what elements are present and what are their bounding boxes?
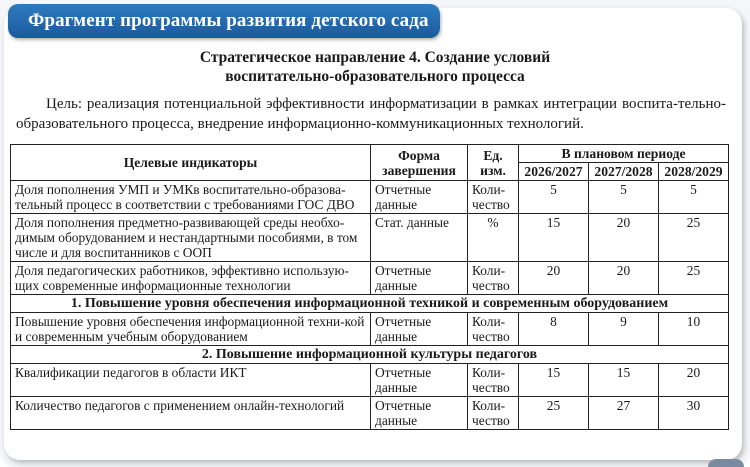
value-cell: 5 (589, 181, 659, 214)
form-cell: Отчетные данные (371, 262, 468, 295)
table-row (11, 181, 729, 214)
header-year: 2026/2027 (519, 163, 589, 181)
value-cell: 30 (659, 397, 729, 430)
value-cell: 25 (519, 397, 589, 430)
form-cell: Отчетные данные (371, 397, 468, 430)
indicator-cell: Доля пополнения УМП и УМКв воспитательно-образова-тельный процесс в соответствии с требованиями ГОС ДВО (11, 181, 371, 214)
unit-cell: Коли-чество (468, 364, 519, 397)
table-row (11, 397, 729, 430)
value-cell: 25 (659, 262, 729, 295)
unit-cell: Коли-чество (468, 313, 519, 346)
header-form: Форма завершения (371, 145, 468, 181)
header-period: В плановом периоде (519, 145, 729, 163)
value-cell: 10 (659, 313, 729, 346)
value-cell: 20 (659, 364, 729, 397)
header-unit: Ед. изм. (468, 145, 519, 181)
value-cell: 15 (519, 214, 589, 262)
table-row (11, 313, 729, 346)
form-cell: Отчетные данные (371, 364, 468, 397)
table-row (11, 364, 729, 397)
value-cell: 20 (589, 262, 659, 295)
value-cell: 8 (519, 313, 589, 346)
indicators-table (10, 144, 729, 430)
indicator-cell: Повышение уровня обеспечения информационной техни-кой и современным учебным оборудованием (11, 313, 371, 346)
table-row (11, 262, 729, 295)
value-cell: 20 (519, 262, 589, 295)
header-year: 2028/2029 (659, 163, 729, 181)
unit-cell: Коли-чество (468, 397, 519, 430)
indicator-cell: Доля педагогических работников, эффективно использую-щих современные информационные технологии (11, 262, 371, 295)
value-cell: 27 (589, 397, 659, 430)
indicator-cell: Квалификации педагогов в области ИКТ (11, 364, 371, 397)
unit-cell: % (468, 214, 519, 262)
unit-cell: Коли-чество (468, 262, 519, 295)
section-title (20, 48, 730, 86)
unit-cell: Коли-чество (468, 181, 519, 214)
goal-text: Цель: реализация потенциальной эффективности информатизации в рамках интеграции воспита-тельно-образовательного процесса, внедрение информационно-коммуникационных технологий. (16, 96, 726, 132)
form-cell: Отчетные данные (371, 181, 468, 214)
value-cell: 15 (519, 364, 589, 397)
header-year: 2027/2028 (589, 163, 659, 181)
value-cell: 5 (519, 181, 589, 214)
form-cell: Отчетные данные (371, 313, 468, 346)
indicator-cell: Количество педагогов с применением онлайн-технологий (11, 397, 371, 430)
section-heading: 1. Повышение уровня обеспечения информационной техникой и современным оборудованием (11, 295, 729, 313)
section-title-line2: воспитательно-образовательного процесса (225, 68, 525, 85)
value-cell: 25 (659, 214, 729, 262)
section-row (11, 295, 729, 313)
value-cell: 5 (659, 181, 729, 214)
section-heading: 2. Повышение информационной культуры педагогов (11, 346, 729, 364)
section-row (11, 346, 729, 364)
value-cell: 20 (589, 214, 659, 262)
value-cell: 9 (589, 313, 659, 346)
form-cell: Стат. данные (371, 214, 468, 262)
goal-paragraph (16, 94, 726, 134)
header-banner (8, 4, 440, 38)
section-title-line1: Стратегическое направление 4. Создание условий (199, 49, 551, 66)
header-title: Фрагмент программы развития детского сада (28, 10, 429, 31)
table-header-row (11, 145, 729, 163)
page-corner-decoration (708, 459, 744, 467)
table-row (11, 214, 729, 262)
indicator-cell: Доля пополнения предметно-развивающей среды необхо-димым оборудованием и нестандартными пособиями, в том числе и для воспитанников с ООП (11, 214, 371, 262)
value-cell: 15 (589, 364, 659, 397)
header-indicators: Целевые индикаторы (11, 145, 371, 181)
